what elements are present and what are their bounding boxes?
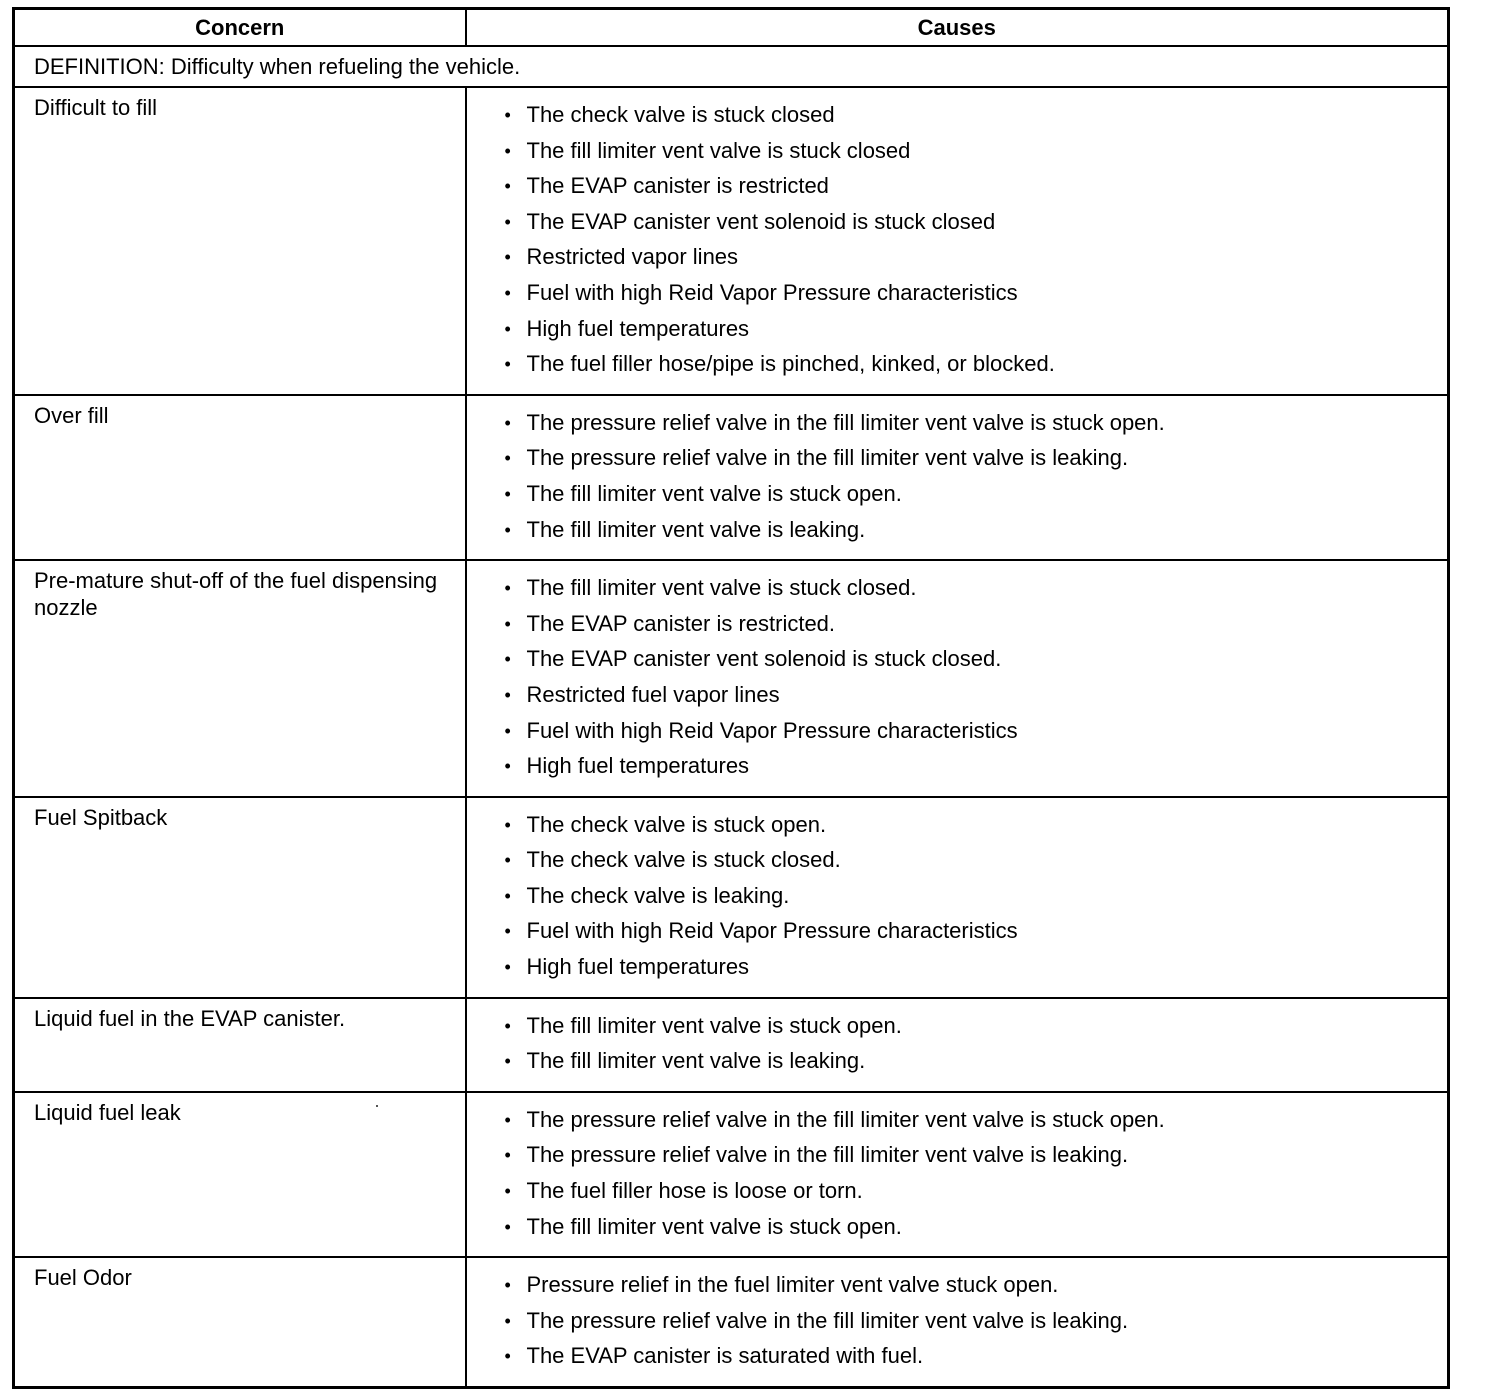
list-item (467, 516, 1448, 556)
bullet-icon: • (504, 850, 511, 871)
bullet-icon: • (504, 176, 511, 197)
list-item (467, 173, 1448, 212)
list-item (467, 646, 1448, 685)
cause-text: The fill limiter vent valve is stuck closed. (526, 575, 917, 601)
definition-text: DEFINITION: Difficulty when refueling the vehicle. (14, 46, 1449, 87)
cause-text: The pressure relief valve in the fill limiter vent valve is leaking. (526, 445, 1129, 471)
causes-cell (466, 560, 1449, 797)
cause-list (467, 88, 1448, 394)
list-item (467, 1048, 1448, 1087)
bullet-icon: • (504, 1216, 511, 1237)
bullet-icon: • (504, 613, 511, 634)
cause-text: Restricted vapor lines (526, 244, 739, 270)
bullet-icon: • (504, 921, 511, 942)
list-item (467, 1213, 1448, 1253)
bullet-icon: • (504, 1310, 511, 1331)
concern-cell: Fuel Spitback (14, 797, 466, 998)
cause-text: High fuel temperatures (526, 753, 750, 779)
bullet-icon: • (504, 247, 511, 268)
list-item (467, 137, 1448, 177)
list-item (467, 811, 1448, 851)
cause-list (467, 999, 1448, 1091)
bullet-icon: • (504, 649, 511, 670)
bullet-icon: • (504, 1145, 511, 1166)
cause-text: The pressure relief valve in the fill limiter vent valve is leaking. (526, 1142, 1129, 1168)
bullet-icon: • (504, 282, 511, 303)
concern-cell: Fuel Odor (14, 1257, 466, 1387)
list-item (467, 610, 1448, 650)
concern-cell: Pre-mature shut-off of the fuel dispensing nozzle (14, 560, 466, 797)
cause-list (467, 561, 1448, 796)
cause-text: The EVAP canister vent solenoid is stuck closed. (526, 646, 1002, 672)
bullet-icon: • (504, 720, 511, 741)
concern-cell: Difficult to fill (14, 87, 466, 395)
bullet-icon: • (504, 684, 511, 705)
list-item (467, 1106, 1448, 1146)
list-item (467, 1142, 1448, 1181)
list-item (467, 1343, 1448, 1382)
concern-cell: Over fill (14, 395, 466, 560)
cause-text: The fill limiter vent valve is leaking. (526, 1048, 866, 1074)
cause-text: The fill limiter vent valve is stuck open. (526, 480, 902, 506)
cause-list (467, 1093, 1448, 1256)
list-item (467, 1307, 1448, 1347)
bullet-icon: • (504, 211, 511, 232)
cause-list (467, 396, 1448, 559)
bullet-icon: • (504, 1051, 511, 1072)
table-header (14, 9, 1449, 47)
list-item (467, 717, 1448, 757)
cause-text: The fuel filler hose/pipe is pinched, kinked, or blocked. (526, 351, 1055, 377)
list-item (467, 918, 1448, 957)
cause-text: The fill limiter vent valve is stuck open. (526, 1213, 902, 1239)
causes-cell (466, 998, 1449, 1092)
list-item (467, 445, 1448, 484)
bullet-icon: • (504, 1181, 511, 1202)
table-row (14, 1257, 1449, 1387)
header-causes: Causes (466, 9, 1449, 47)
concern-cell: Liquid fuel in the EVAP canister. (14, 998, 466, 1092)
bullet-icon: • (504, 140, 511, 161)
definition-row (14, 46, 1449, 87)
cause-text: The fill limiter vent valve is leaking. (526, 516, 866, 542)
table-body (14, 46, 1449, 1388)
bullet-icon: • (504, 814, 511, 835)
list-item (467, 753, 1448, 792)
cause-text: Fuel with high Reid Vapor Pressure characteristics (526, 717, 1018, 743)
bullet-icon: • (504, 519, 511, 540)
table-row (14, 1092, 1449, 1257)
causes-cell (466, 87, 1449, 395)
list-item (467, 208, 1448, 248)
cause-text: The check valve is leaking. (526, 882, 790, 908)
cause-list (467, 1258, 1448, 1386)
cause-text: High fuel temperatures (526, 954, 750, 980)
cause-text: Restricted fuel vapor lines (526, 681, 780, 707)
list-item (467, 954, 1448, 993)
causes-cell (466, 1092, 1449, 1257)
cause-text: The fuel filler hose is loose or torn. (526, 1178, 863, 1204)
cause-text: Pressure relief in the fuel limiter vent valve stuck open. (526, 1272, 1059, 1298)
list-item (467, 882, 1448, 922)
cause-text: The EVAP canister is restricted (526, 173, 829, 199)
bullet-icon: • (504, 1275, 511, 1296)
scan-speck (376, 1105, 378, 1107)
bullet-icon: • (504, 318, 511, 339)
cause-text: Fuel with high Reid Vapor Pressure characteristics (526, 279, 1018, 305)
list-item (467, 681, 1448, 721)
table-row (14, 87, 1449, 395)
cause-list (467, 798, 1448, 997)
concern-cell: Liquid fuel leak (14, 1092, 466, 1257)
list-item (467, 1012, 1448, 1052)
bullet-icon: • (504, 1109, 511, 1130)
list-item (467, 351, 1448, 390)
bullet-icon: • (504, 412, 511, 433)
bullet-icon: • (504, 578, 511, 599)
table-row (14, 797, 1449, 998)
cause-text: The check valve is stuck open. (526, 811, 827, 837)
cause-text: The check valve is stuck closed (526, 102, 835, 127)
bullet-icon: • (504, 105, 511, 125)
list-item (467, 102, 1448, 141)
bullet-icon: • (504, 448, 511, 469)
cause-text: The pressure relief valve in the fill limiter vent valve is stuck open. (526, 1106, 1165, 1132)
refueling-concerns-table (12, 7, 1450, 1389)
cause-text: The EVAP canister is saturated with fuel. (526, 1343, 924, 1369)
causes-cell (466, 395, 1449, 560)
bullet-icon: • (504, 957, 511, 978)
bullet-icon: • (504, 885, 511, 906)
list-item (467, 480, 1448, 520)
cause-text: The EVAP canister vent solenoid is stuck closed (526, 208, 996, 234)
bullet-icon: • (504, 354, 511, 375)
table-row (14, 998, 1449, 1092)
bullet-icon: • (504, 1015, 511, 1036)
list-item (467, 315, 1448, 355)
list-item (467, 847, 1448, 886)
table-row (14, 395, 1449, 560)
cause-text: The fill limiter vent valve is stuck open. (526, 1012, 902, 1038)
table-row (14, 560, 1449, 797)
list-item (467, 244, 1448, 283)
cause-text: High fuel temperatures (526, 315, 750, 341)
list-item (467, 279, 1448, 319)
causes-cell (466, 797, 1449, 998)
cause-text: The pressure relief valve in the fill limiter vent valve is stuck open. (526, 409, 1165, 435)
list-item (467, 1178, 1448, 1217)
bullet-icon: • (504, 756, 511, 777)
bullet-icon: • (504, 483, 511, 504)
cause-text: The pressure relief valve in the fill limiter vent valve is leaking. (526, 1307, 1129, 1333)
causes-cell (466, 1257, 1449, 1387)
cause-text: The check valve is stuck closed. (526, 847, 841, 873)
header-concern: Concern (14, 9, 466, 47)
header-row (14, 9, 1449, 47)
cause-text: Fuel with high Reid Vapor Pressure characteristics (526, 918, 1018, 944)
cause-text: The fill limiter vent valve is stuck closed (526, 137, 911, 163)
list-item (467, 409, 1448, 449)
list-item (467, 575, 1448, 614)
bullet-icon: • (504, 1346, 511, 1367)
cause-text: The EVAP canister is restricted. (526, 610, 836, 636)
list-item (467, 1272, 1448, 1311)
